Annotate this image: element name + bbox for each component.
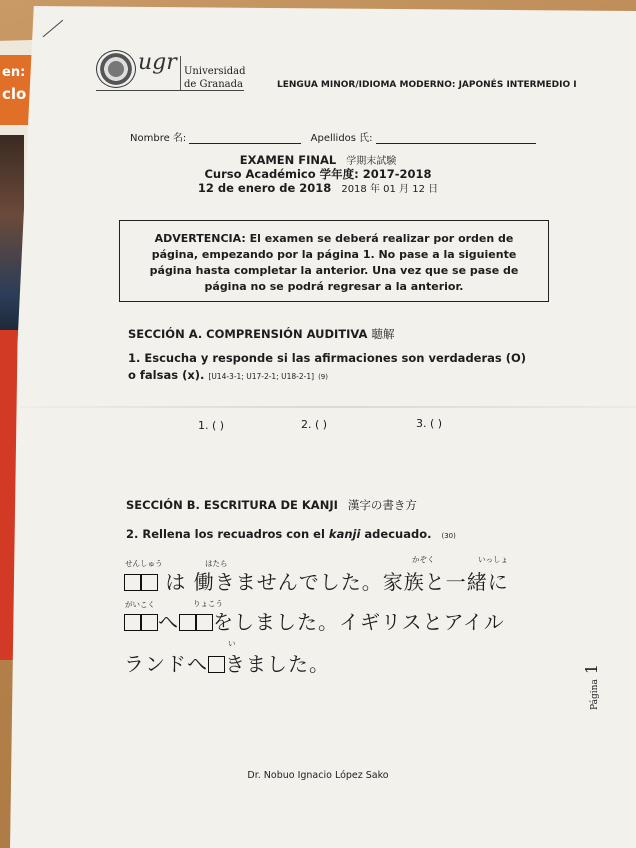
section-a-title-jp: 聴解	[371, 327, 395, 341]
answer-2[interactable]: 2. ( )	[301, 418, 328, 431]
furigana-senshuu: せんしゅう	[125, 559, 163, 568]
orange-banner-text-2: clo	[2, 85, 27, 103]
kanji-line-1	[124, 566, 509, 595]
kanji-line-2-part-b: をしました。イギリスとアイル	[213, 610, 505, 634]
question-1	[128, 350, 526, 386]
question-1-reference: [U14-3-1; U17-2-1; U18-2-1]	[208, 372, 315, 381]
kanji-answer-box[interactable]	[141, 614, 158, 631]
kanji-line-2	[124, 606, 505, 635]
course-title: LENGUA MINOR/IDIOMA MODERNO: JAPONÉS INTERMEDIO I	[277, 80, 577, 90]
page-number-value: 1	[582, 663, 601, 675]
nombre-field[interactable]	[189, 133, 301, 144]
question-1-points: (9)	[318, 373, 328, 381]
furigana-i: い	[228, 639, 236, 648]
section-a-title: SECCIÓN A. COMPRENSIÓN AUDITIVA	[128, 327, 368, 341]
question-2-points: (30)	[441, 532, 456, 540]
furigana-issho: いっしょ	[478, 555, 508, 564]
answer-3[interactable]: 3. ( )	[416, 417, 443, 430]
answer-1[interactable]: 1. ( )	[198, 419, 225, 432]
kanji-line-1-part-c: きませんでした。家族と一緒に	[214, 570, 509, 594]
exam-date	[0, 180, 636, 195]
warning-line: ADVERTENCIA: El examen se deberá realizar por orden de	[154, 232, 514, 245]
kanji-answer-box[interactable]	[208, 656, 225, 673]
exam-date-jp: 2018 年 01 月 12 日	[341, 184, 439, 195]
section-b-heading	[126, 497, 417, 513]
question-2-text-kanji: kanji	[328, 527, 361, 541]
furigana-ryokou: りょこう	[193, 599, 223, 608]
ugr-logo-text: ugr	[138, 50, 177, 75]
section-a-heading	[128, 326, 394, 342]
furigana-kazoku: かぞく	[412, 555, 435, 564]
kanji-line-2-part-a: へ	[158, 610, 179, 634]
furigana-hatara: はたら	[205, 559, 228, 568]
kanji-line-1-part-a: は	[165, 570, 187, 594]
academic-year-label: Curso Académico 学年度:	[204, 167, 359, 181]
student-name-row	[130, 129, 536, 144]
university-name-line1: Universidad	[184, 66, 246, 77]
kanji-line-3-part-a: ランドへ	[124, 652, 208, 676]
exam-title-text: EXAMEN FINAL	[239, 153, 337, 167]
furigana-gaikoku: がいこく	[125, 600, 155, 609]
section-b-title: SECCIÓN B. ESCRITURA DE KANJI	[126, 498, 338, 512]
logo-underline	[96, 90, 244, 91]
kanji-line-3	[124, 648, 330, 677]
university-seal-icon	[96, 50, 136, 88]
nombre-label: Nombre 名:	[130, 133, 187, 144]
kanji-answer-box[interactable]	[124, 614, 141, 631]
exam-date-text: 12 de enero de 2018	[197, 181, 332, 195]
question-1-line1: 1. Escucha y responde si las afirmaciones son verdaderas (O)	[128, 351, 527, 365]
question-1-line2-wrap	[128, 367, 526, 386]
section-b-title-jp: 漢字の書き方	[347, 498, 417, 512]
kanji-answer-box[interactable]	[196, 614, 213, 631]
paper-fold-crease	[20, 406, 636, 408]
kanji-line-3-part-b: きました。	[225, 652, 330, 676]
kanji-answer-box[interactable]	[141, 574, 158, 591]
kanji-answer-box[interactable]	[179, 614, 196, 631]
exam-title	[0, 152, 636, 167]
kanji-line-1-part-b: 働	[193, 570, 215, 594]
academic-year-value: 2017-2018	[362, 167, 432, 181]
kanji-answer-box[interactable]	[124, 574, 141, 591]
apellidos-field[interactable]	[376, 133, 536, 144]
question-1-line2: o falsas (x).	[128, 368, 205, 382]
warning-line: página, empezando por la página 1. No pase a la siguiente	[151, 248, 517, 261]
warning-line: página no se podrá regresar a la anterior.	[204, 280, 464, 293]
question-2-text-post: adecuado.	[364, 527, 432, 541]
warning-line: página hasta completar la anterior. Una vez que se pase de	[149, 264, 519, 277]
question-2	[126, 526, 456, 545]
university-name-line2: de Granada	[184, 79, 243, 90]
logo-divider	[180, 56, 181, 90]
apellidos-label: Apellidos 氏:	[310, 133, 373, 144]
author-name: Dr. Nobuo Ignacio López Sako	[247, 770, 389, 781]
page-number	[582, 664, 601, 710]
warning-box	[119, 220, 549, 302]
question-2-text-pre: 2. Rellena los recuadros con el	[126, 527, 325, 541]
exam-title-jp: 学期末試験	[346, 156, 397, 167]
page-number-label: Página	[590, 679, 600, 710]
orange-banner-text-1: en:	[2, 65, 26, 80]
